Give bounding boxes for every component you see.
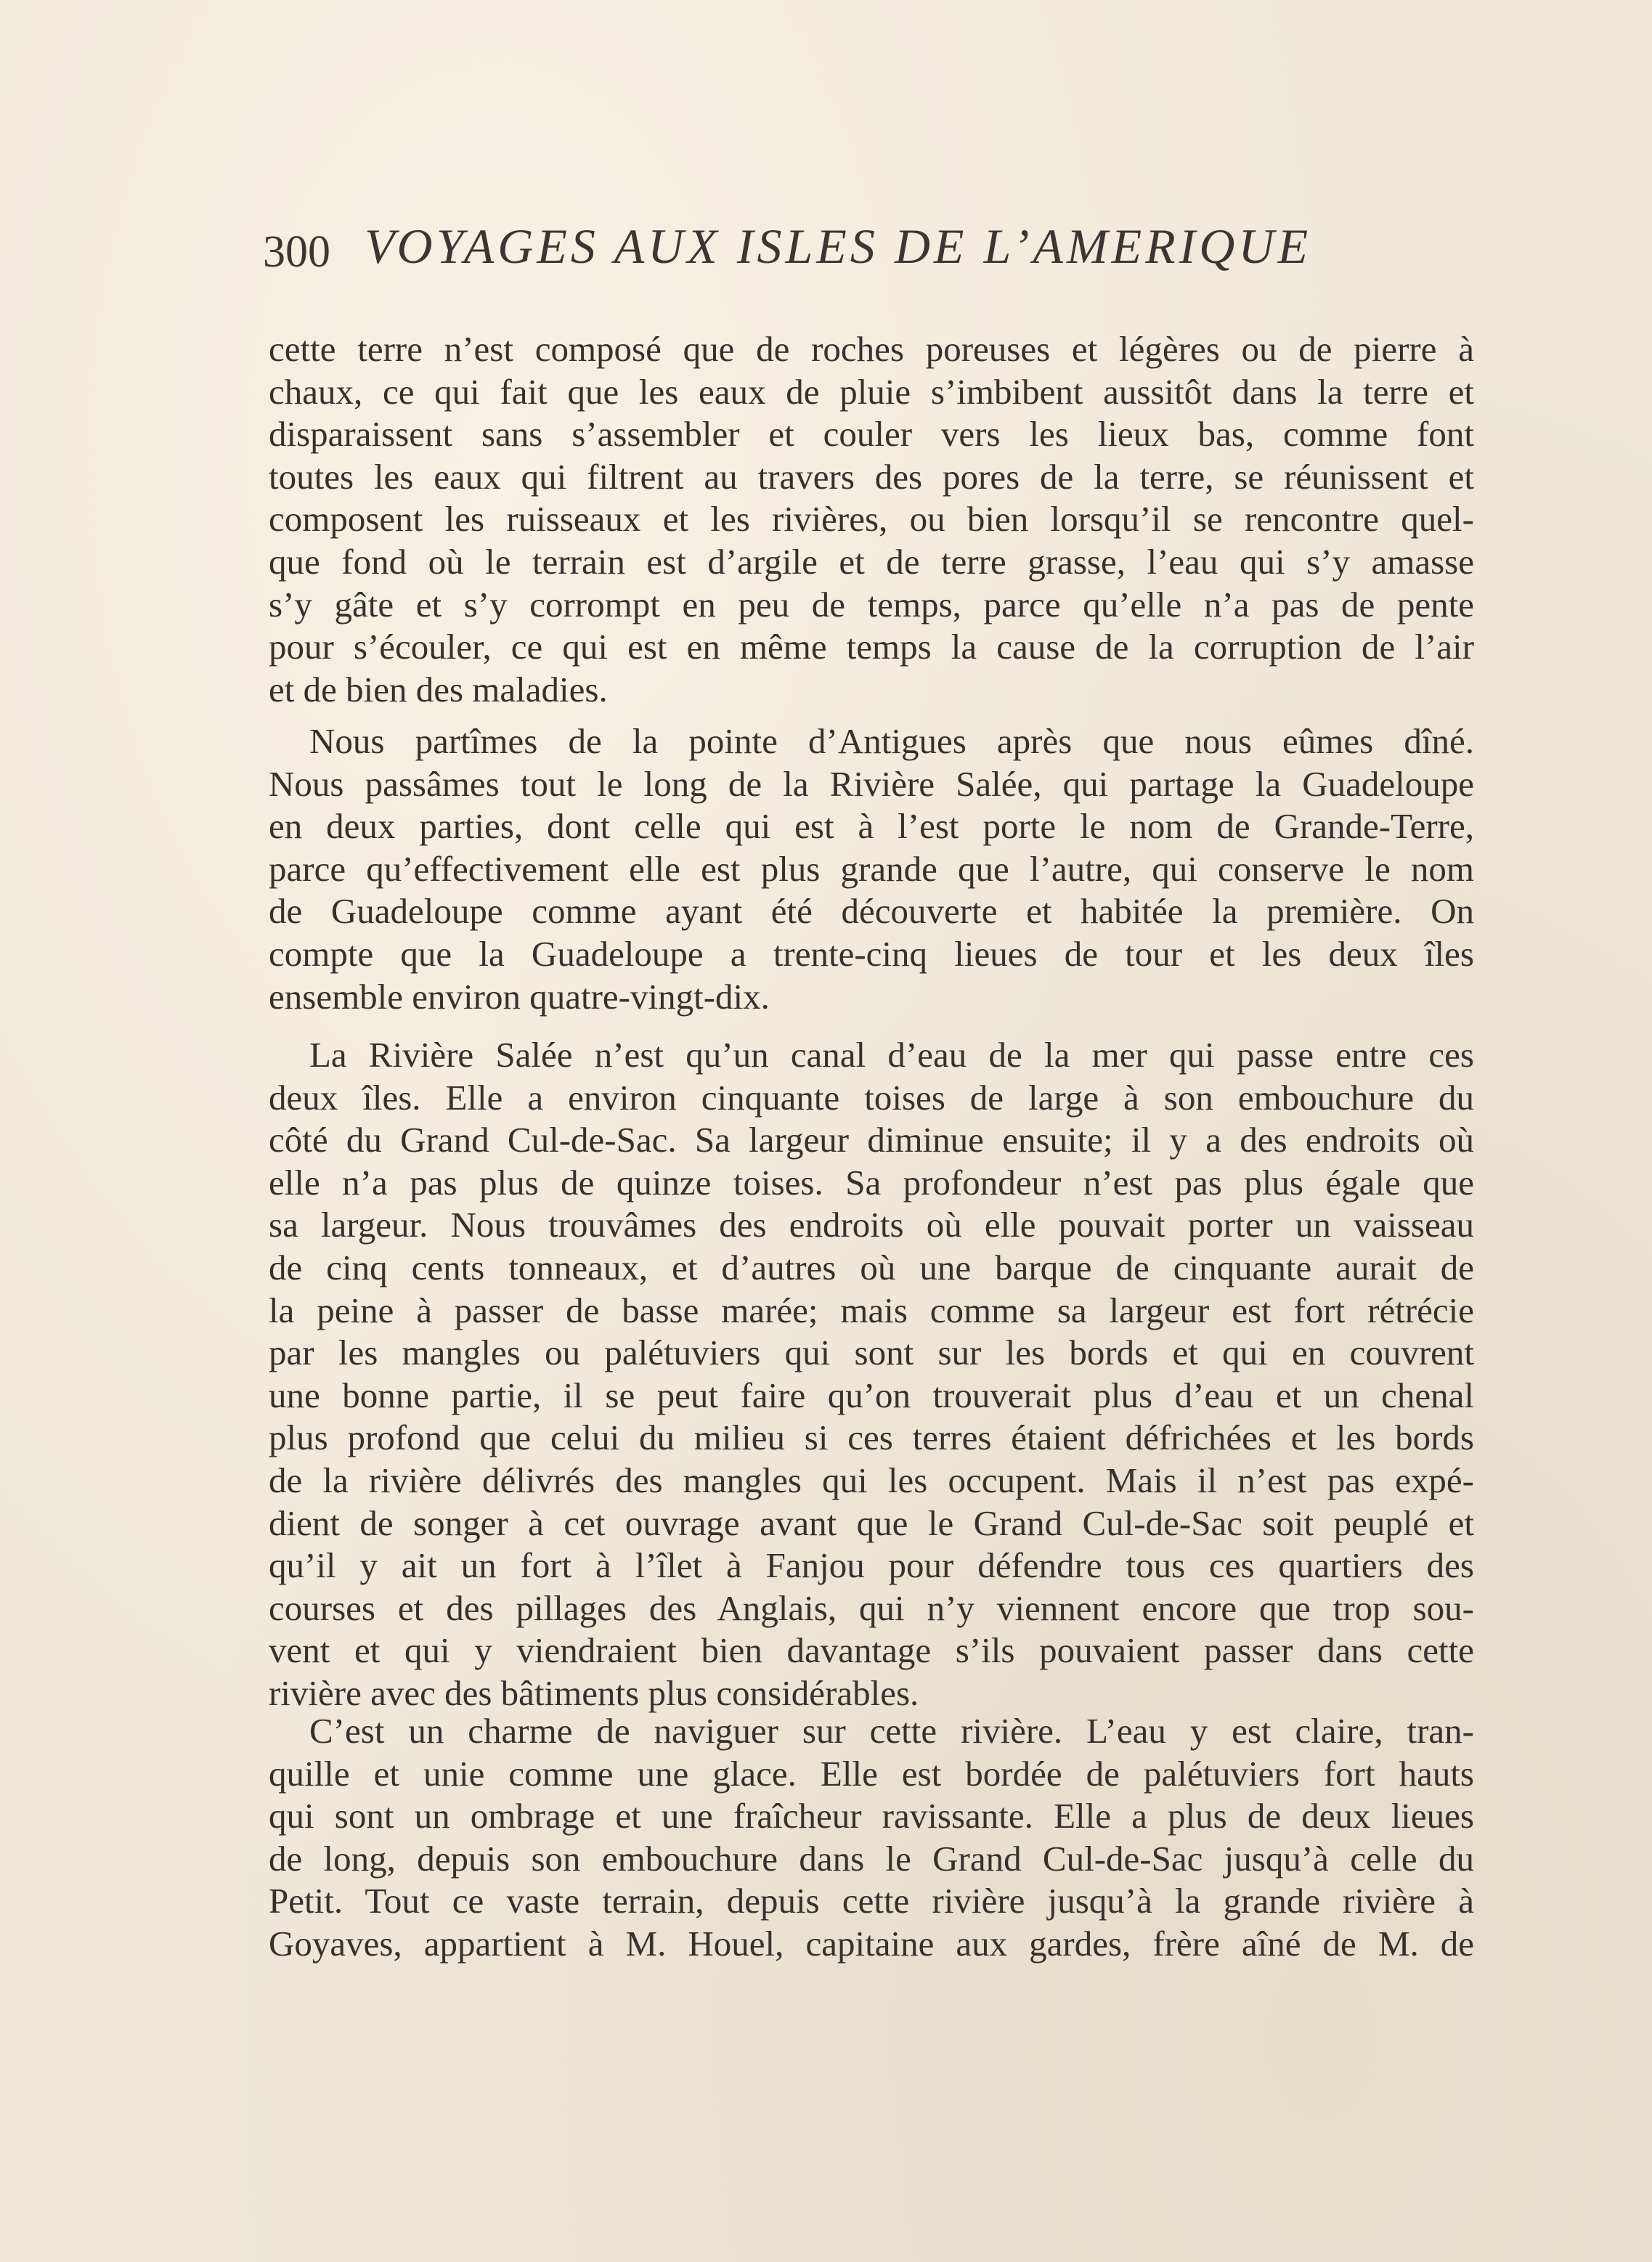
text-line: par les mangles ou palétuviers qui sont sur les bords et qui en couvrent <box>269 1333 1474 1373</box>
text-line: C’est un charme de naviguer sur cette rivière. L’eau y est claire, tran- <box>309 1711 1474 1751</box>
text-line: cette terre n’est composé que de roches poreuses et légères ou de pierre à <box>269 329 1474 369</box>
text-line: quille et unie comme une glace. Elle est bordée de palétuviers fort hauts <box>269 1753 1474 1794</box>
text-line: plus profond que celui du milieu si ces terres étaient défrichées et les bords <box>269 1417 1474 1458</box>
text-line: de la rivière délivrés des mangles qui les occupent. Mais il n’est pas expé- <box>269 1460 1474 1500</box>
text-line: de cinq cents tonneaux, et d’autres où une barque de cinquante aurait de <box>269 1248 1474 1287</box>
text-line: parce qu’effectivement elle est plus grande que l’autre, qui conserve le nom <box>269 848 1474 889</box>
text-line: qui sont un ombrage et une fraîcheur ravissante. Elle a plus de deux lieues <box>269 1796 1474 1836</box>
text-line: dient de songer à cet ouvrage avant que le Grand Cul-de-Sac soit peuplé et <box>269 1502 1474 1543</box>
text-line: ensemble environ quatre-vingt-dix. <box>269 976 770 1017</box>
text-line: de Guadeloupe comme ayant été découverte et habitée la première. On <box>269 891 1474 932</box>
text-line: la peine à passer de basse marée; mais comme sa largeur est fort rétrécie <box>269 1290 1474 1330</box>
text-line: que fond où le terrain est d’argile et de terre grasse, l’eau qui s’y amasse <box>269 542 1474 582</box>
text-line: courses et des pillages des Anglais, qui n’y viennent encore que trop sou- <box>269 1587 1474 1628</box>
text-line: qu’il y ait un fort à l’îlet à Fanjou pour défendre tous ces quartiers des <box>269 1545 1474 1586</box>
text-line: compte que la Guadeloupe a trente-cinq lieues de tour et les deux îles <box>269 934 1474 974</box>
text-line: chaux, ce qui fait que les eaux de pluie s’imbibent aussitôt dans la terre et <box>269 371 1474 412</box>
text-line: Nous partîmes de la pointe d’Antigues après que nous eûmes dîné. <box>309 721 1474 761</box>
page-number: 300 <box>263 227 330 277</box>
text-line: pour s’écouler, ce qui est en même temps la cause de la corruption de l’air <box>269 627 1474 667</box>
running-title: VOYAGES AUX ISLES DE L’AMERIQUE <box>365 219 1312 274</box>
text-line: Petit. Tout ce vaste terrain, depuis cette rivière jusqu’à la grande rivière à <box>269 1881 1474 1921</box>
text-line: sa largeur. Nous trouvâmes des endroits où elle pouvait porter un vaisseau <box>269 1205 1474 1245</box>
text-line: deux îles. Elle a environ cinquante toises de large à son embouchure du <box>269 1077 1474 1118</box>
text-line: en deux parties, dont celle qui est à l’est porte le nom de Grande-Terre, <box>269 806 1474 847</box>
text-line: une bonne partie, il se peut faire qu’on trouverait plus d’eau et un chenal <box>269 1375 1474 1415</box>
text-line: composent les ruisseaux et les rivières, ou bien lorsqu’il se rencontre quel- <box>269 499 1474 540</box>
running-header <box>263 218 1512 283</box>
text-line: s’y gâte et s’y corrompt en peu de temps, parce qu’elle n’a pas de pente <box>269 584 1474 625</box>
text-line: La Rivière Salée n’est qu’un canal d’eau de la mer qui passe entre ces <box>309 1035 1474 1075</box>
text-line: de long, depuis son embouchure dans le Grand Cul-de-Sac jusqu’à celle du <box>269 1838 1474 1879</box>
text-line: disparaissent sans s’assembler et couler vers les lieux bas, comme font <box>269 414 1474 455</box>
text-line: et de bien des maladies. <box>269 669 608 709</box>
text-line: rivière avec des bâtiments plus considérables. <box>269 1673 919 1713</box>
text-line: côté du Grand Cul-de-Sac. Sa largeur diminue ensuite; il y a des endroits où <box>269 1120 1474 1160</box>
text-line: toutes les eaux qui filtrent au travers des pores de la terre, se réunissent et <box>269 456 1474 497</box>
text-line: Goyaves, appartient à M. Houel, capitaine aux gardes, frère aîné de M. de <box>269 1924 1474 1964</box>
text-line: elle n’a pas plus de quinze toises. Sa profondeur n’est pas plus égale que <box>269 1162 1474 1203</box>
text-line: vent et qui y viendraient bien davantage s’ils pouvaient passer dans cette <box>269 1630 1474 1671</box>
text-line: Nous passâmes tout le long de la Rivière Salée, qui partage la Guadeloupe <box>269 763 1474 804</box>
